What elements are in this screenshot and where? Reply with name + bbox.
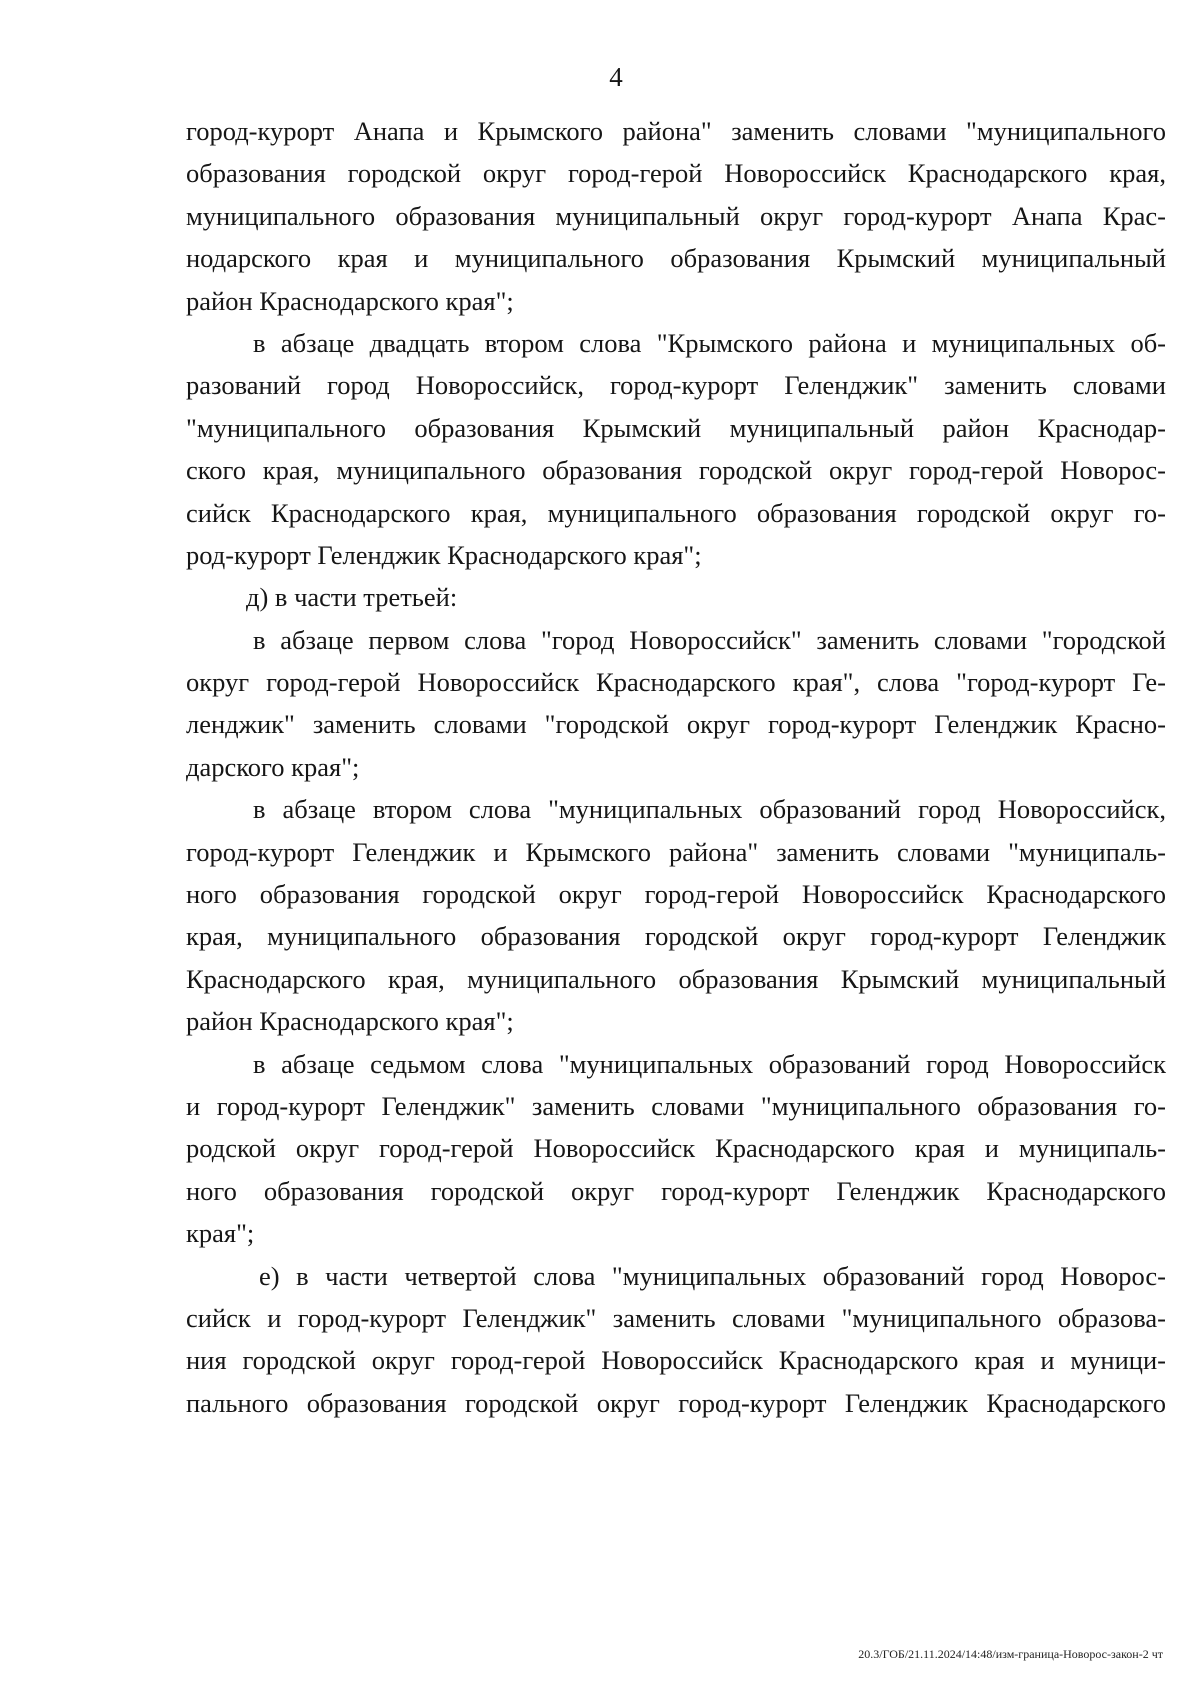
text-line: д) в части третьей: (246, 582, 458, 613)
text-line: род-курорт Геленджик Краснодарского края"; (186, 539, 702, 570)
text-line: Краснодарского края, муниципального образования Крымский муниципальный (186, 963, 1166, 994)
text-line: ния городской округ город-герой Новороссийск Краснодарского края и муници- (186, 1345, 1166, 1376)
text-line: город-курорт Геленджик и Крымского района" заменить словами "муниципаль- (186, 836, 1166, 867)
text-line: сийск и город-курорт Геленджик" заменить словами "муниципального образова- (186, 1302, 1166, 1333)
text-line: район Краснодарского края"; (186, 285, 514, 316)
text-line: в абзаце первом слова "город Новороссийск" заменить словами "городской (253, 624, 1166, 655)
document-footer-code: 20.3/ГОБ/21.11.2024/14:48/изм-граница-Новорос-закон-2 чт (858, 1647, 1163, 1661)
page-number: 4 (609, 62, 623, 92)
text-line: ского края, муниципального образования городской округ город-герой Новорос- (186, 455, 1166, 486)
text-line: разований город Новороссийск, город-курорт Геленджик" заменить словами (186, 370, 1166, 401)
text-line: в абзаце двадцать втором слова "Крымского района и муниципальных об- (253, 327, 1166, 358)
text-line: дарского края"; (186, 751, 360, 782)
text-line: края"; (186, 1218, 255, 1249)
text-line: "муниципального образования Крымский муниципальный район Краснодар- (186, 412, 1166, 443)
text-line: округ город-герой Новороссийск Краснодарского края", слова "город-курорт Ге- (186, 667, 1166, 698)
text-line: края, муниципального образования городской округ город-курорт Геленджик (186, 921, 1166, 952)
text-line: в абзаце седьмом слова "муниципальных образований город Новороссийск (253, 1048, 1166, 1079)
text-line: муниципального образования муниципальный округ город-курорт Анапа Крас- (186, 200, 1166, 231)
text-line: в абзаце втором слова "муниципальных образований город Новороссийск, (253, 794, 1166, 825)
text-line: родской округ город-герой Новороссийск Краснодарского края и муниципаль- (186, 1133, 1166, 1164)
text-line: ного образования городской округ город-герой Новороссийск Краснодарского (186, 879, 1166, 910)
text-line: ного образования городской округ город-курорт Геленджик Краснодарского (186, 1175, 1166, 1206)
text-line: образования городской округ город-герой Новороссийск Краснодарского края, (186, 158, 1166, 189)
text-line: пального образования городской округ город-курорт Геленджик Краснодарского (186, 1387, 1166, 1418)
text-line: сийск Краснодарского края, муниципального образования городской округ го- (186, 497, 1166, 528)
text-line: район Краснодарского края"; (186, 1006, 514, 1037)
text-line: е) в части четвертой слова "муниципальных образований город Новорос- (259, 1260, 1166, 1291)
text-line: нодарского края и муниципального образования Крымский муниципальный (186, 243, 1166, 274)
text-line: город-курорт Анапа и Крымского района" заменить словами "муниципального (186, 116, 1166, 146)
text-line: ленджик" заменить словами "городской округ город-курорт Геленджик Красно- (186, 709, 1166, 740)
text-line: и город-курорт Геленджик" заменить словами "муниципального образования го- (186, 1090, 1166, 1121)
document-body (186, 110, 1166, 1424)
